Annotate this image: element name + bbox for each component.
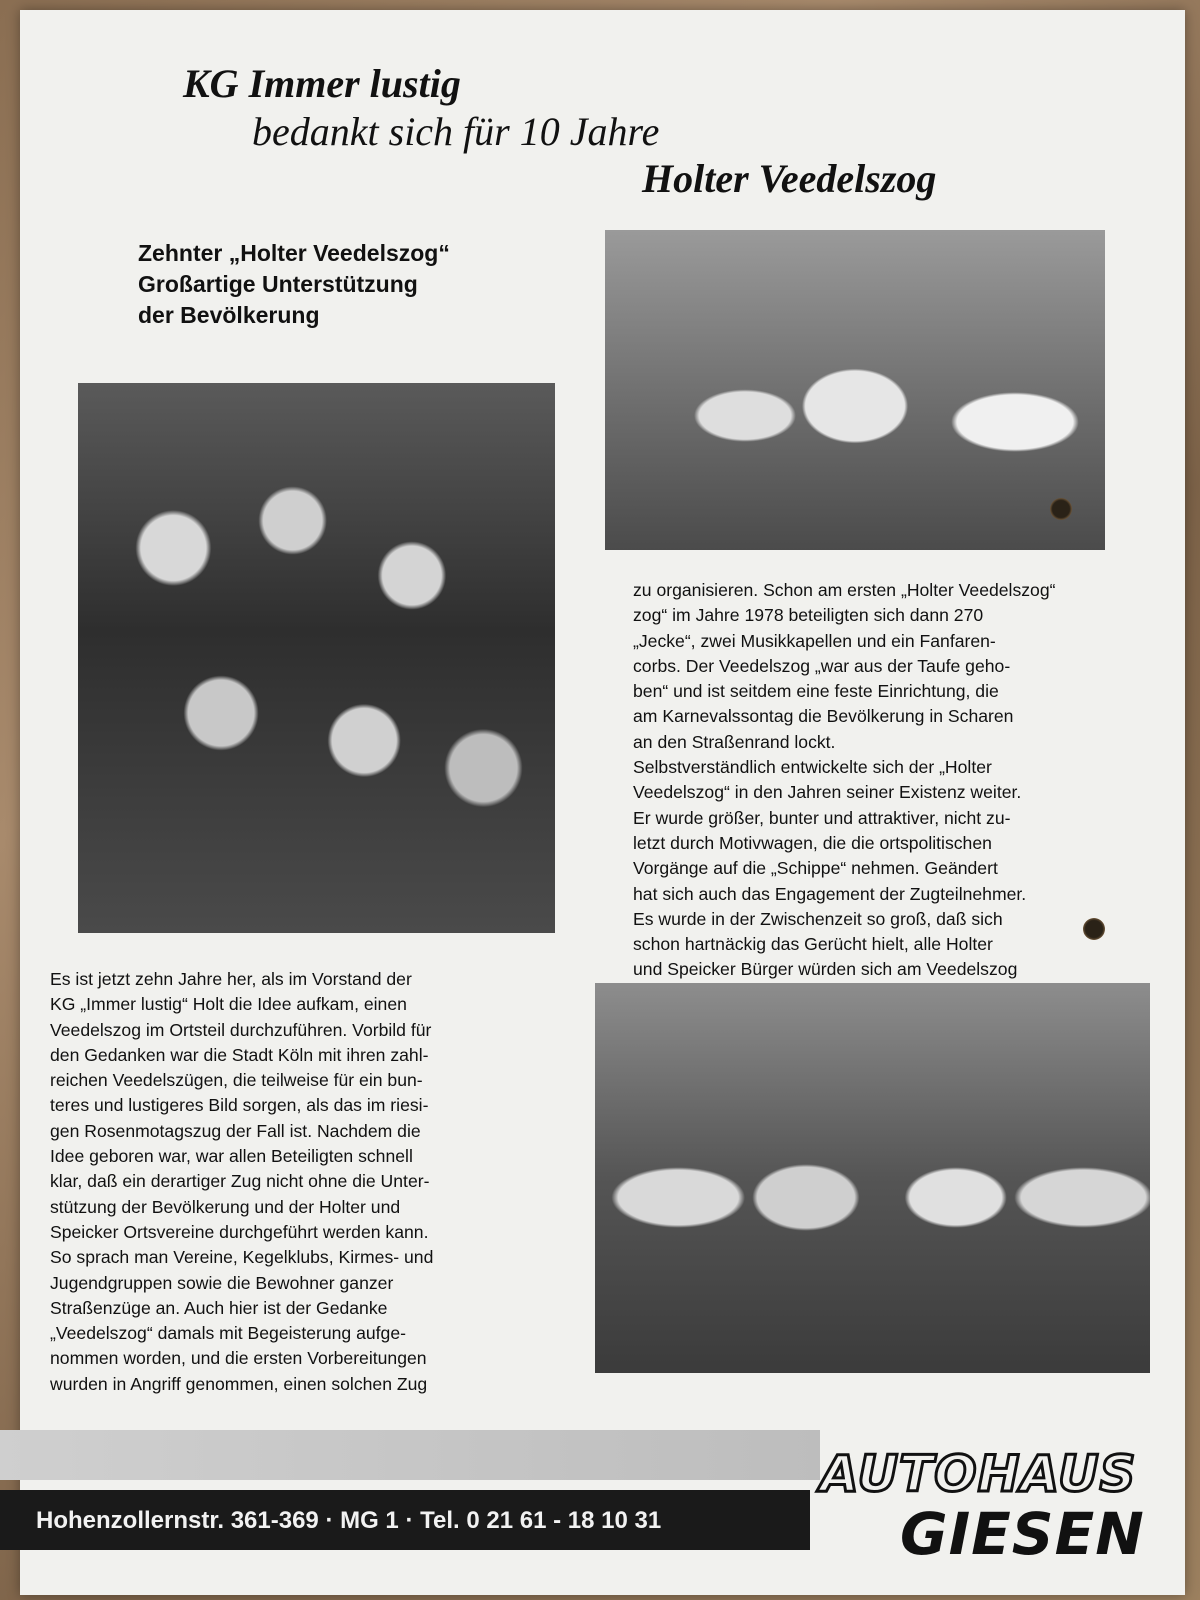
footer-address: Hohenzollernstr. 361-369 · MG 1 · Tel. 0 21 61 - 18 10 31 (36, 1507, 662, 1534)
subheadline-line: Großartige Unterstützung (138, 271, 418, 297)
article-line: gen Rosenmotagszug der Fall ist. Nachdem die (50, 1120, 421, 1141)
article-line: Es wurde in der Zwischenzeit so groß, daß sich (633, 908, 1003, 929)
subheadline (138, 238, 618, 331)
article-line: Idee geboren war, war allen Beteiligten schnell (50, 1146, 413, 1167)
article-line: zog“ im Jahre 1978 beteiligten sich dann 270 (633, 605, 984, 626)
headline-line-1: KG Immer lustig (183, 61, 461, 106)
article-line: Es ist jetzt zehn Jahre her, als im Vorstand der (50, 969, 412, 989)
article-line: teres und lustigeres Bild sorgen, als das im riesi- (50, 1095, 429, 1116)
article-line: nommen worden, und die ersten Vorbereitungen (50, 1348, 427, 1369)
article-line: reichen Veedelszügen, die teilweise für ein bun- (50, 1070, 423, 1091)
article-right-column (633, 578, 1133, 983)
article-line: wurden in Angriff genommen, einen solchen Zug (50, 1373, 428, 1394)
article-line: zu organisieren. Schon am ersten „Holter Veedelszog“ (633, 580, 1056, 600)
footer-grey-band (0, 1430, 820, 1480)
subheadline-line: der Bevölkerung (138, 302, 320, 328)
subheadline-line: Zehnter „Holter Veedelszog“ (138, 240, 450, 266)
article-line: Jugendgruppen sowie die Bewohner ganzer (50, 1272, 394, 1293)
parade-photo-clowns (595, 983, 1150, 1373)
article-line: Veedelszog“ in den Jahren seiner Existenz weiter. (633, 782, 1022, 803)
article-line: Selbstverständlich entwickelte sich der „Holter (633, 757, 992, 778)
article-line: Veedelszog im Ortsteil durchzuführen. Vorbild für (50, 1019, 432, 1040)
headline-line-2: bedankt sich für 10 Jahre (252, 109, 660, 154)
autohaus-logo: AUTOHAUS (820, 1445, 1137, 1503)
article-line: KG „Immer lustig“ Holt die Idee aufkam, einen (50, 994, 407, 1015)
article-line: „Jecke“, zwei Musikkapellen und ein Fanfaren- (633, 630, 996, 651)
article-line: klar, daß ein derartiger Zug nicht ohne die Unter- (50, 1171, 430, 1192)
article-line: Er wurde größer, bunter und attraktiver, nicht zu- (633, 807, 1011, 828)
newspaper-page (20, 10, 1185, 1595)
headline-line-3: Holter Veedelszog (642, 156, 937, 201)
article-line: Vorgänge auf die „Schippe“ nehmen. Geändert (633, 858, 998, 879)
article-left-column (50, 967, 555, 1397)
article-line: ben“ und ist seitdem eine feste Einrichtung, die (633, 681, 999, 702)
article-line: und Speicker Bürger würden sich am Veedelszog (633, 959, 1018, 980)
article-line: schon hartnäckig das Gerücht hielt, alle Holter (633, 934, 993, 955)
giesen-logo: GIESEN (900, 1500, 1145, 1568)
article-line: So sprach man Vereine, Kegelklubs, Kirmes- und (50, 1247, 434, 1268)
group-photo-dancers (78, 383, 555, 933)
article-line: Straßenzüge an. Auch hier ist der Gedanke (50, 1297, 388, 1318)
article-line: den Gedanken war die Stadt Köln mit ihren zahl- (50, 1044, 429, 1065)
article-line: am Karnevalssontag die Bevölkerung in Scharen (633, 706, 1014, 727)
article-line: „Veedelszog“ damals mit Begeisterung aufge- (50, 1323, 406, 1344)
paper-hole (1050, 498, 1072, 520)
article-line: hat sich auch das Engagement der Zugteilnehmer. (633, 883, 1027, 904)
article-line: corbs. Der Veedelszog „war aus der Taufe geho- (633, 655, 1011, 676)
article-line: Speicker Ortsvereine durchgeführt werden kann. (50, 1221, 429, 1242)
article-line: an den Straßenrand lockt. (633, 731, 836, 752)
article-line: letzt durch Motivwagen, die die ortspolitischen (633, 832, 992, 853)
article-line: stützung der Bevölkerung und der Holter und (50, 1196, 401, 1217)
parade-photo-costumes (605, 230, 1105, 550)
